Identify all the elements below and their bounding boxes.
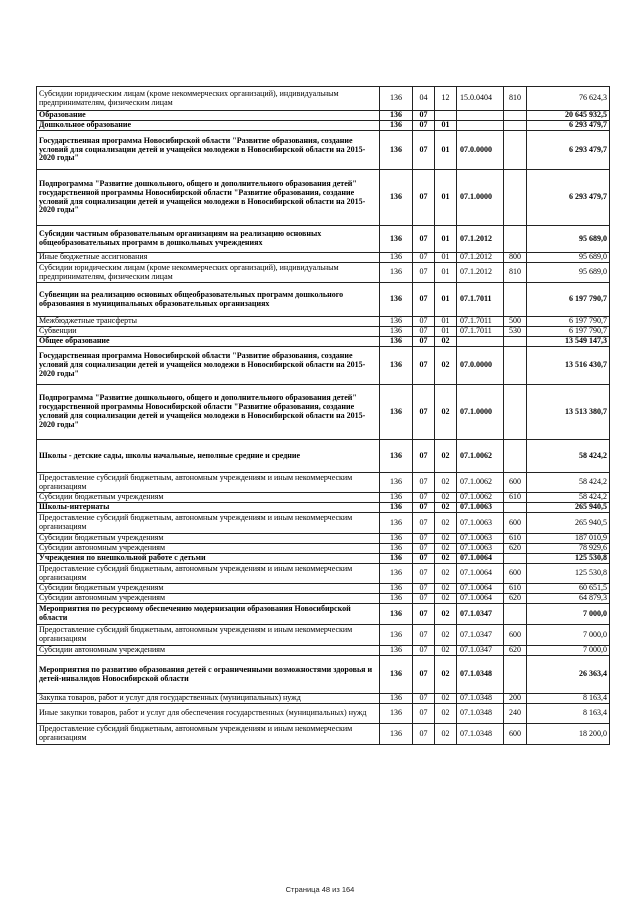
- expense-type-cell: 610: [504, 584, 527, 594]
- ministry-code-cell: 136: [380, 544, 413, 554]
- section-cell: 07: [413, 170, 435, 226]
- amount-cell: 265 940,5: [527, 513, 610, 534]
- subsection-cell: 02: [435, 503, 457, 513]
- table-row: [37, 337, 610, 347]
- table-row: [37, 625, 610, 646]
- amount-cell: 26 363,4: [527, 656, 610, 694]
- amount-cell: 7 000,0: [527, 625, 610, 646]
- expense-type-cell: [504, 503, 527, 513]
- target-article-cell: 07.1.0348: [457, 724, 504, 745]
- ministry-code-cell: 136: [380, 283, 413, 317]
- expense-type-cell: [504, 656, 527, 694]
- subsection-cell: 02: [435, 493, 457, 503]
- table-row: [37, 111, 610, 121]
- amount-cell: 58 424,2: [527, 473, 610, 493]
- item-name-cell: Предоставление субсидий бюджетным, автономным учреждениям и иным некоммерческим организациям: [37, 564, 380, 584]
- expense-type-cell: 200: [504, 694, 527, 704]
- table-row: [37, 544, 610, 554]
- section-cell: 07: [413, 503, 435, 513]
- subsection-cell: 01: [435, 253, 457, 263]
- section-cell: 07: [413, 347, 435, 385]
- subsection-cell: 02: [435, 694, 457, 704]
- ministry-code-cell: 136: [380, 440, 413, 473]
- subsection-cell: 02: [435, 594, 457, 604]
- item-name-cell: Предоставление субсидий бюджетным, автономным учреждениям и иным некоммерческим организациям: [37, 513, 380, 534]
- amount-cell: 6 197 790,7: [527, 317, 610, 327]
- item-name-cell: Субсидии частным образовательным организациям на реализацию основных общеобразовательных программ в дошкольных учреждениях: [37, 226, 380, 253]
- ministry-code-cell: 136: [380, 263, 413, 283]
- table-row: [37, 704, 610, 724]
- target-article-cell: 07.1.7011: [457, 327, 504, 337]
- target-article-cell: 07.1.2012: [457, 263, 504, 283]
- target-article-cell: 07.1.0062: [457, 473, 504, 493]
- item-name-cell: Государственная программа Новосибирской области "Развитие образования, создание условий для социализации детей и учащейся молодежи в Новосибирской области на 2015-2020 годы": [37, 131, 380, 170]
- section-cell: 07: [413, 694, 435, 704]
- section-cell: 07: [413, 594, 435, 604]
- ministry-code-cell: 136: [380, 594, 413, 604]
- item-name-cell: Иные закупки товаров, работ и услуг для обеспечения государственных (муниципальных) нужд: [37, 704, 380, 724]
- section-cell: 07: [413, 111, 435, 121]
- target-article-cell: 07.1.0064: [457, 554, 504, 564]
- ministry-code-cell: 136: [380, 121, 413, 131]
- target-article-cell: [457, 337, 504, 347]
- amount-cell: 18 200,0: [527, 724, 610, 745]
- target-article-cell: 07.1.7011: [457, 283, 504, 317]
- expense-type-cell: 600: [504, 564, 527, 584]
- expense-type-cell: [504, 170, 527, 226]
- amount-cell: 13 516 430,7: [527, 347, 610, 385]
- ministry-code-cell: 136: [380, 327, 413, 337]
- target-article-cell: 07.1.0063: [457, 544, 504, 554]
- ministry-code-cell: 136: [380, 385, 413, 440]
- ministry-code-cell: 136: [380, 554, 413, 564]
- amount-cell: 95 689,0: [527, 263, 610, 283]
- table-row: [37, 493, 610, 503]
- ministry-code-cell: 136: [380, 704, 413, 724]
- section-cell: 07: [413, 724, 435, 745]
- subsection-cell: 02: [435, 656, 457, 694]
- budget-table: [36, 86, 610, 745]
- subsection-cell: 02: [435, 564, 457, 584]
- item-name-cell: Общее образование: [37, 337, 380, 347]
- subsection-cell: 02: [435, 347, 457, 385]
- subsection-cell: 01: [435, 327, 457, 337]
- table-row: [37, 121, 610, 131]
- section-cell: 07: [413, 226, 435, 253]
- target-article-cell: [457, 111, 504, 121]
- ministry-code-cell: 136: [380, 493, 413, 503]
- amount-cell: 6 197 790,7: [527, 283, 610, 317]
- item-name-cell: Учреждения по внешкольной работе с детьми: [37, 554, 380, 564]
- section-cell: 07: [413, 564, 435, 584]
- ministry-code-cell: 136: [380, 87, 413, 111]
- item-name-cell: Государственная программа Новосибирской области "Развитие образования, создание условий для социализации детей и учащейся молодежи в Новосибирской области на 2015-2020 годы": [37, 347, 380, 385]
- target-article-cell: 07.1.0000: [457, 170, 504, 226]
- amount-cell: 8 163,4: [527, 694, 610, 704]
- subsection-cell: 02: [435, 554, 457, 564]
- ministry-code-cell: 136: [380, 317, 413, 327]
- expense-type-cell: 600: [504, 625, 527, 646]
- section-cell: 04: [413, 87, 435, 111]
- ministry-code-cell: 136: [380, 646, 413, 656]
- item-name-cell: Дошкольное образование: [37, 121, 380, 131]
- target-article-cell: 07.1.0000: [457, 385, 504, 440]
- section-cell: 07: [413, 263, 435, 283]
- section-cell: 07: [413, 385, 435, 440]
- target-article-cell: 07.0.0000: [457, 347, 504, 385]
- table-row: [37, 226, 610, 253]
- table-row: [37, 170, 610, 226]
- amount-cell: 7 000,0: [527, 604, 610, 625]
- ministry-code-cell: 136: [380, 111, 413, 121]
- item-name-cell: Субсидии автономным учреждениям: [37, 594, 380, 604]
- subsection-cell: 02: [435, 473, 457, 493]
- target-article-cell: 07.1.0063: [457, 503, 504, 513]
- section-cell: 07: [413, 584, 435, 594]
- table-row: [37, 646, 610, 656]
- target-article-cell: 07.1.0062: [457, 440, 504, 473]
- subsection-cell: 02: [435, 440, 457, 473]
- expense-type-cell: [504, 111, 527, 121]
- table-row: [37, 87, 610, 111]
- section-cell: 07: [413, 625, 435, 646]
- page-footer: Страница 48 из 164: [285, 885, 355, 894]
- target-article-cell: 07.1.2012: [457, 226, 504, 253]
- expense-type-cell: 610: [504, 493, 527, 503]
- subsection-cell: 01: [435, 226, 457, 253]
- section-cell: 07: [413, 327, 435, 337]
- subsection-cell: 12: [435, 87, 457, 111]
- ministry-code-cell: 136: [380, 584, 413, 594]
- target-article-cell: 15.0.0404: [457, 87, 504, 111]
- subsection-cell: 01: [435, 170, 457, 226]
- table-row: [37, 604, 610, 625]
- section-cell: 07: [413, 283, 435, 317]
- table-row: [37, 564, 610, 584]
- target-article-cell: 07.1.0347: [457, 646, 504, 656]
- expense-type-cell: 810: [504, 87, 527, 111]
- section-cell: 07: [413, 656, 435, 694]
- subsection-cell: 02: [435, 604, 457, 625]
- expense-type-cell: 800: [504, 253, 527, 263]
- amount-cell: 6 293 479,7: [527, 121, 610, 131]
- amount-cell: 187 010,9: [527, 534, 610, 544]
- subsection-cell: 02: [435, 534, 457, 544]
- ministry-code-cell: 136: [380, 347, 413, 385]
- table-row: [37, 131, 610, 170]
- target-article-cell: 07.1.0063: [457, 513, 504, 534]
- ministry-code-cell: 136: [380, 513, 413, 534]
- item-name-cell: Закупка товаров, работ и услуг для государственных (муниципальных) нужд: [37, 694, 380, 704]
- expense-type-cell: [504, 347, 527, 385]
- amount-cell: 95 689,0: [527, 253, 610, 263]
- table-row: [37, 513, 610, 534]
- amount-cell: 60 651,5: [527, 584, 610, 594]
- amount-cell: 265 940,5: [527, 503, 610, 513]
- expense-type-cell: 620: [504, 594, 527, 604]
- table-row: [37, 534, 610, 544]
- table-row: [37, 554, 610, 564]
- expense-type-cell: [504, 385, 527, 440]
- item-name-cell: Мероприятия по развитию образования детей с ограниченными возможностями здоровья и детей-инвалидов Новосибирской области: [37, 656, 380, 694]
- item-name-cell: Субсидии бюджетным учреждениям: [37, 534, 380, 544]
- amount-cell: 8 163,4: [527, 704, 610, 724]
- item-name-cell: Школы - детские сады, школы начальные, неполные средние и средние: [37, 440, 380, 473]
- amount-cell: 13 549 147,3: [527, 337, 610, 347]
- table-row: [37, 317, 610, 327]
- item-name-cell: Мероприятия по ресурсному обеспечению модернизации образования Новосибирской области: [37, 604, 380, 625]
- expense-type-cell: [504, 121, 527, 131]
- expense-type-cell: 600: [504, 513, 527, 534]
- section-cell: 07: [413, 493, 435, 503]
- subsection-cell: 02: [435, 337, 457, 347]
- table-row: [37, 594, 610, 604]
- item-name-cell: Субсидии автономным учреждениям: [37, 544, 380, 554]
- section-cell: 07: [413, 513, 435, 534]
- item-name-cell: Школы-интернаты: [37, 503, 380, 513]
- section-cell: 07: [413, 317, 435, 327]
- table-row: [37, 694, 610, 704]
- item-name-cell: Иные бюджетные ассигнования: [37, 253, 380, 263]
- item-name-cell: Субвенции: [37, 327, 380, 337]
- target-article-cell: 07.1.0063: [457, 534, 504, 544]
- item-name-cell: Субсидии юридическим лицам (кроме некоммерческих организаций), индивидуальным предпринимателям, физическим лицам: [37, 263, 380, 283]
- ministry-code-cell: 136: [380, 170, 413, 226]
- subsection-cell: 02: [435, 385, 457, 440]
- target-article-cell: 07.1.0347: [457, 625, 504, 646]
- expense-type-cell: 240: [504, 704, 527, 724]
- subsection-cell: 02: [435, 646, 457, 656]
- section-cell: 07: [413, 544, 435, 554]
- expense-type-cell: [504, 604, 527, 625]
- amount-cell: 6 293 479,7: [527, 131, 610, 170]
- item-name-cell: Субсидии бюджетным учреждениям: [37, 493, 380, 503]
- section-cell: 07: [413, 646, 435, 656]
- expense-type-cell: 600: [504, 724, 527, 745]
- amount-cell: 6 293 479,7: [527, 170, 610, 226]
- subsection-cell: [435, 111, 457, 121]
- expense-type-cell: [504, 131, 527, 170]
- target-article-cell: 07.0.0000: [457, 131, 504, 170]
- subsection-cell: 02: [435, 625, 457, 646]
- table-row: [37, 724, 610, 745]
- item-name-cell: Предоставление субсидий бюджетным, автономным учреждениям и иным некоммерческим организациям: [37, 473, 380, 493]
- expense-type-cell: 500: [504, 317, 527, 327]
- expense-type-cell: [504, 440, 527, 473]
- section-cell: 07: [413, 473, 435, 493]
- target-article-cell: 07.1.0064: [457, 564, 504, 584]
- target-article-cell: 07.1.0064: [457, 594, 504, 604]
- amount-cell: 64 879,3: [527, 594, 610, 604]
- expense-type-cell: 610: [504, 534, 527, 544]
- target-article-cell: 07.1.0348: [457, 656, 504, 694]
- subsection-cell: 01: [435, 263, 457, 283]
- expense-type-cell: [504, 226, 527, 253]
- ministry-code-cell: 136: [380, 656, 413, 694]
- target-article-cell: 07.1.0348: [457, 704, 504, 724]
- item-name-cell: Предоставление субсидий бюджетным, автономным учреждениям и иным некоммерческим организациям: [37, 625, 380, 646]
- amount-cell: 7 000,0: [527, 646, 610, 656]
- expense-type-cell: 620: [504, 646, 527, 656]
- section-cell: 07: [413, 554, 435, 564]
- expense-type-cell: [504, 283, 527, 317]
- expense-type-cell: 600: [504, 473, 527, 493]
- table-row: [37, 347, 610, 385]
- expense-type-cell: 620: [504, 544, 527, 554]
- target-article-cell: 07.1.0347: [457, 604, 504, 625]
- target-article-cell: 07.1.0064: [457, 584, 504, 594]
- item-name-cell: Субсидии бюджетным учреждениям: [37, 584, 380, 594]
- amount-cell: 125 530,8: [527, 564, 610, 584]
- section-cell: 07: [413, 337, 435, 347]
- ministry-code-cell: 136: [380, 253, 413, 263]
- table-row: [37, 283, 610, 317]
- expense-type-cell: [504, 554, 527, 564]
- subsection-cell: 02: [435, 724, 457, 745]
- target-article-cell: 07.1.2012: [457, 253, 504, 263]
- table-row: [37, 440, 610, 473]
- section-cell: 07: [413, 440, 435, 473]
- expense-type-cell: 810: [504, 263, 527, 283]
- subsection-cell: 01: [435, 121, 457, 131]
- amount-cell: 6 197 790,7: [527, 327, 610, 337]
- ministry-code-cell: 136: [380, 473, 413, 493]
- item-name-cell: Подпрограмма "Развитие дошкольного, общего и дополнительного образования детей" государственной программы Новосибирской области "Развитие образования, создание условий для социализации детей и учащейся молодежи в Новосибирской области на 2015-2020 годы": [37, 385, 380, 440]
- target-article-cell: [457, 121, 504, 131]
- subsection-cell: 02: [435, 584, 457, 594]
- expense-type-cell: [504, 337, 527, 347]
- ministry-code-cell: 136: [380, 337, 413, 347]
- subsection-cell: 01: [435, 317, 457, 327]
- subsection-cell: 02: [435, 544, 457, 554]
- subsection-cell: 02: [435, 704, 457, 724]
- amount-cell: 58 424,2: [527, 440, 610, 473]
- expense-type-cell: 530: [504, 327, 527, 337]
- subsection-cell: 01: [435, 283, 457, 317]
- item-name-cell: Субсидии автономным учреждениям: [37, 646, 380, 656]
- item-name-cell: Субвенции на реализацию основных общеобразовательных программ дошкольного образования в муниципальных образовательных организациях: [37, 283, 380, 317]
- table-row: [37, 584, 610, 594]
- table-row: [37, 385, 610, 440]
- ministry-code-cell: 136: [380, 604, 413, 625]
- amount-cell: 78 929,6: [527, 544, 610, 554]
- section-cell: 07: [413, 604, 435, 625]
- amount-cell: 125 530,8: [527, 554, 610, 564]
- target-article-cell: 07.1.0348: [457, 694, 504, 704]
- section-cell: 07: [413, 131, 435, 170]
- item-name-cell: Субсидии юридическим лицам (кроме некоммерческих организаций), индивидуальным предпринимателям, физическим лицам: [37, 87, 380, 111]
- table-row: [37, 263, 610, 283]
- ministry-code-cell: 136: [380, 131, 413, 170]
- ministry-code-cell: 136: [380, 694, 413, 704]
- ministry-code-cell: 136: [380, 226, 413, 253]
- target-article-cell: 07.1.0062: [457, 493, 504, 503]
- item-name-cell: Предоставление субсидий бюджетным, автономным учреждениям и иным некоммерческим организациям: [37, 724, 380, 745]
- table-row: [37, 473, 610, 493]
- item-name-cell: Образование: [37, 111, 380, 121]
- ministry-code-cell: 136: [380, 503, 413, 513]
- ministry-code-cell: 136: [380, 564, 413, 584]
- target-article-cell: 07.1.7011: [457, 317, 504, 327]
- section-cell: 07: [413, 121, 435, 131]
- item-name-cell: Подпрограмма "Развитие дошкольного, общего и дополнительного образования детей" государственной программы Новосибирской области "Развитие образования, создание условий для социализации детей и учащейся молодежи в Новосибирской области на 2015-2020 годы": [37, 170, 380, 226]
- table-row: [37, 327, 610, 337]
- subsection-cell: 02: [435, 513, 457, 534]
- section-cell: 07: [413, 704, 435, 724]
- amount-cell: 76 624,3: [527, 87, 610, 111]
- ministry-code-cell: 136: [380, 724, 413, 745]
- section-cell: 07: [413, 534, 435, 544]
- amount-cell: 58 424,2: [527, 493, 610, 503]
- table-row: [37, 253, 610, 263]
- table-row: [37, 656, 610, 694]
- amount-cell: 20 645 932,5: [527, 111, 610, 121]
- subsection-cell: 01: [435, 131, 457, 170]
- item-name-cell: Межбюджетные трансферты: [37, 317, 380, 327]
- amount-cell: 95 689,0: [527, 226, 610, 253]
- amount-cell: 13 513 380,7: [527, 385, 610, 440]
- table-row: [37, 503, 610, 513]
- ministry-code-cell: 136: [380, 625, 413, 646]
- section-cell: 07: [413, 253, 435, 263]
- ministry-code-cell: 136: [380, 534, 413, 544]
